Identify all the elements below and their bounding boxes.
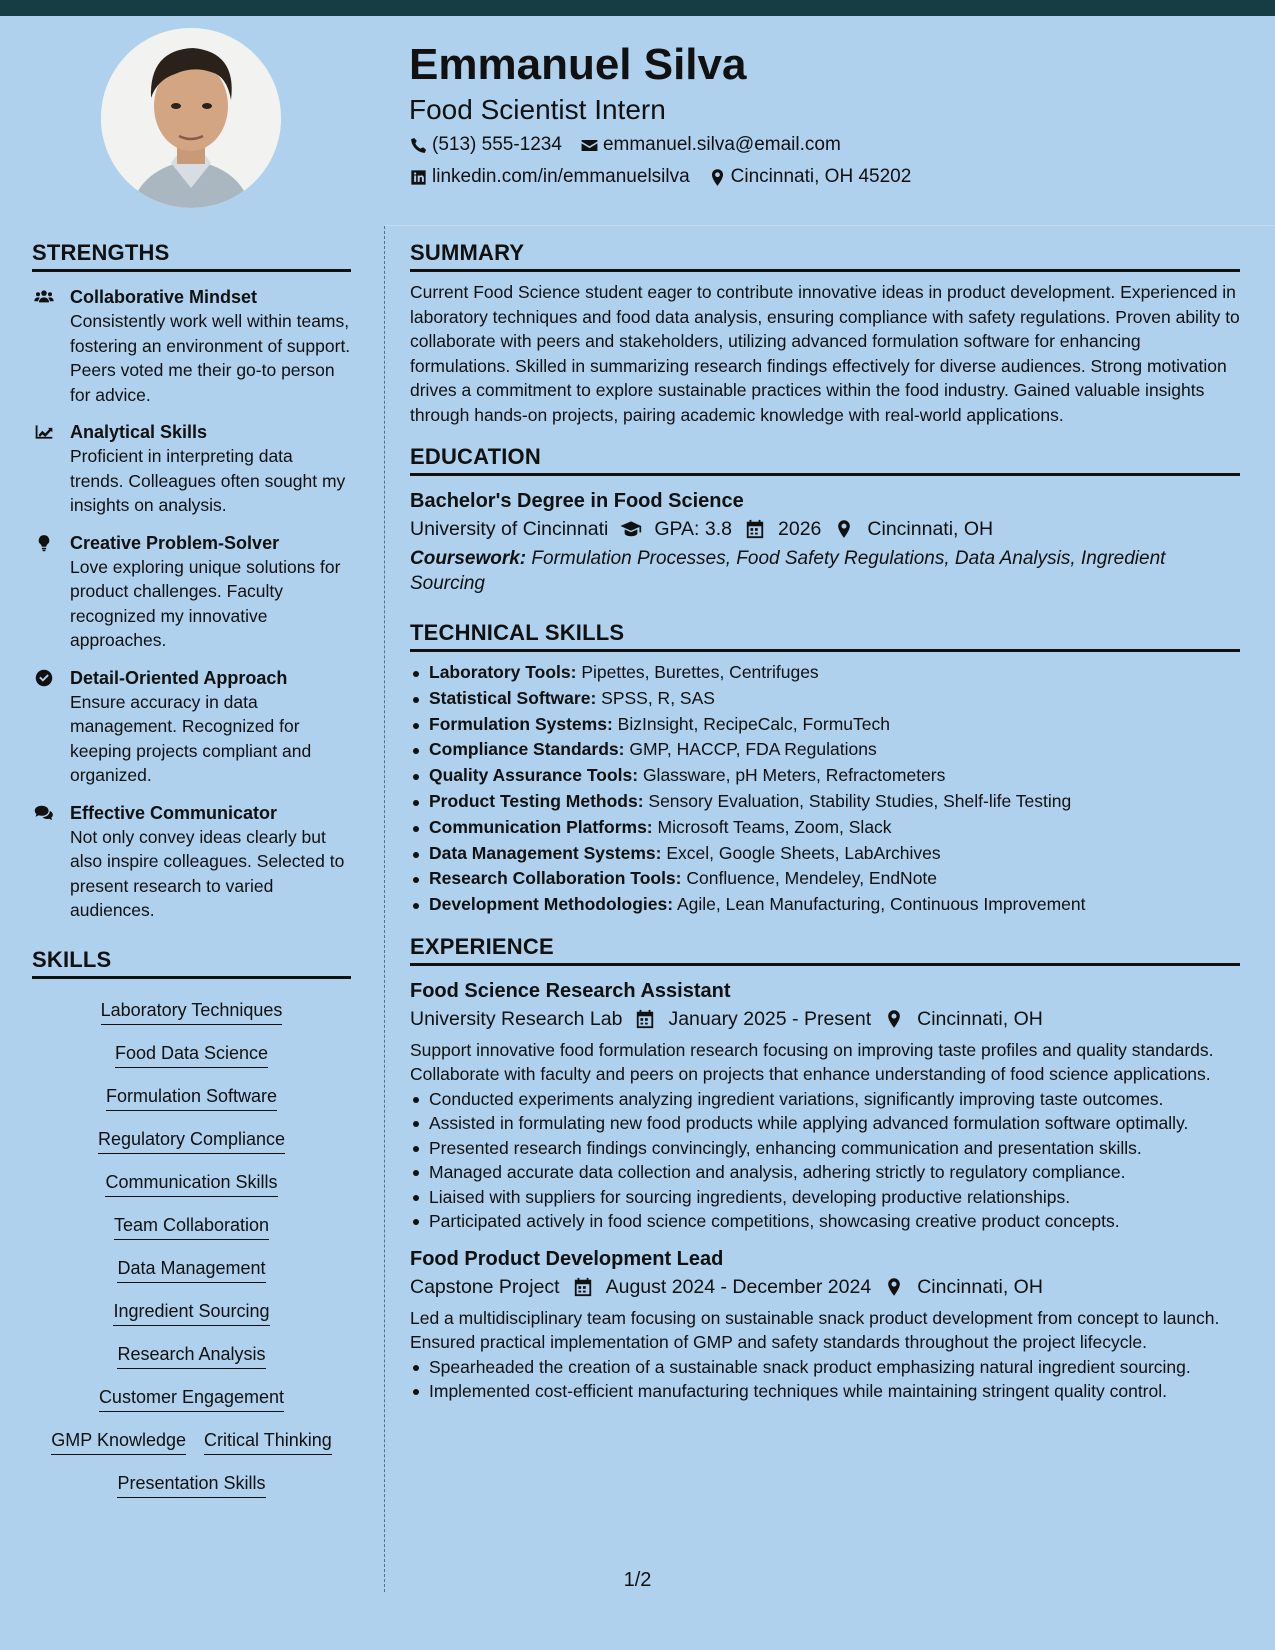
graduation-year: 2026: [778, 518, 822, 540]
linkedin-text: linkedin.com/in/emmanuelsilva: [432, 166, 690, 187]
technical-skill-item: [410, 892, 1240, 918]
summary-heading: SUMMARY: [410, 240, 1240, 272]
technical-skill-item: [410, 815, 1240, 841]
lightbulb-icon: [32, 533, 56, 553]
calendar-icon: [634, 1009, 656, 1029]
technical-skill-item: [410, 841, 1240, 867]
strength-desc: Not only convey ideas clearly but also inspire colleagues. Selected to present research to varied audiences.: [70, 826, 345, 920]
contact-linkedin[interactable]: [409, 166, 690, 188]
page-number: 1/2: [623, 1569, 652, 1591]
candidate-name: Emmanuel Silva: [409, 40, 747, 89]
technical-skills-list: [410, 660, 1240, 918]
skill-tag: GMP Knowledge: [51, 1428, 186, 1455]
skill-tag: Presentation Skills: [117, 1471, 265, 1498]
strength-desc: Love exploring unique solutions for product challenges. Faculty recognized my innovative approaches.: [70, 556, 341, 650]
technical-skill-value: SPSS, R, SAS: [596, 687, 715, 708]
degree-title: Bachelor's Degree in Food Science: [410, 490, 744, 512]
job-title: Food Product Development Lead: [410, 1247, 724, 1270]
job-title: Food Science Research Assistant: [410, 979, 731, 1002]
education-section: [410, 444, 1240, 596]
job-dates: August 2024 - December 2024: [605, 1275, 872, 1298]
education-location: Cincinnati, OH: [867, 518, 994, 540]
job-meta: [410, 1004, 1240, 1034]
technical-skill-value: Microsoft Teams, Zoom, Slack: [652, 816, 892, 837]
experience-jobs: [410, 978, 1240, 1404]
technical-skill-label: Statistical Software:: [429, 687, 597, 708]
gpa-text: GPA: 3.8: [654, 518, 733, 540]
skills-list: [32, 987, 351, 1503]
comments-icon: [32, 803, 56, 823]
job-bullets: [410, 1087, 1240, 1234]
job-org: University Research Lab: [410, 1007, 623, 1030]
strength-item: [32, 285, 351, 407]
strength-item: [32, 666, 351, 788]
job-location: Cincinnati, OH: [917, 1007, 1043, 1030]
skill-tag: Laboratory Techniques: [101, 998, 283, 1025]
education-heading: EDUCATION: [410, 444, 1240, 476]
experience-section: [410, 934, 1240, 1404]
strength-title: Creative Problem-Solver: [70, 532, 280, 553]
job-entry: [410, 978, 1240, 1234]
school-name: University of Cincinnati: [410, 518, 609, 540]
job-bullet: Liaised with suppliers for sourcing ingredients, developing productive relationships.: [410, 1185, 1240, 1210]
column-divider: [384, 226, 385, 1592]
strength-item: [32, 420, 351, 518]
technical-skill-label: Research Collaboration Tools:: [429, 868, 682, 889]
check-circle-icon: [32, 668, 56, 688]
users-icon: [32, 287, 56, 307]
strength-title: Effective Communicator: [70, 802, 278, 823]
education-meta: [410, 514, 1240, 544]
left-column: [32, 240, 351, 1503]
technical-skill-label: Communication Platforms:: [429, 816, 653, 837]
technical-skill-value: GMP, HACCP, FDA Regulations: [624, 739, 877, 760]
job-bullets: [410, 1355, 1240, 1404]
technical-skill-item: [410, 866, 1240, 892]
technical-skill-value: Confluence, Mendeley, EndNote: [681, 868, 938, 889]
job-org: Capstone Project: [410, 1275, 560, 1298]
contact-phone[interactable]: [409, 134, 562, 156]
technical-skills-section: [410, 620, 1240, 918]
technical-skill-item: [410, 660, 1240, 686]
technical-skill-value: Excel, Google Sheets, LabArchives: [661, 842, 941, 863]
skill-tag: Customer Engagement: [99, 1385, 284, 1412]
strength-desc: Consistently work well within teams, fostering an environment of support. Peers voted me their go-to person for advice.: [70, 311, 351, 405]
strength-item: [32, 531, 351, 653]
top-accent-bar: [0, 0, 1275, 16]
job-bullet: Assisted in formulating new food products while applying advanced formulation software optimally.: [410, 1111, 1240, 1136]
calendar-icon: [572, 1277, 594, 1297]
technical-skill-item: [410, 686, 1240, 712]
strength-desc: Proficient in interpreting data trends. Colleagues often sought my insights on analysis.: [70, 446, 346, 515]
job-bullet: Conducted experiments analyzing ingredient variations, significantly improving taste outcomes.: [410, 1087, 1240, 1112]
technical-skill-label: Laboratory Tools:: [429, 662, 577, 682]
candidate-title: Food Scientist Intern: [409, 94, 666, 125]
technical-skill-value: Glassware, pH Meters, Refractometers: [638, 765, 946, 786]
technical-skill-label: Formulation Systems:: [429, 713, 613, 734]
job-bullet: Managed accurate data collection and analysis, adhering strictly to regulatory compliance.: [410, 1160, 1240, 1185]
chart-line-icon: [32, 422, 56, 442]
job-meta: [410, 1272, 1240, 1302]
map-pin-icon: [883, 1277, 905, 1297]
map-pin-icon: [708, 168, 727, 187]
job-description: Support innovative food formulation research focusing on improving taste profiles and quality standards. Collaborate with faculty and peers on projects that enhance understanding of food science applications.: [410, 1039, 1214, 1085]
technical-skill-item: [410, 763, 1240, 789]
technical-skill-label: Quality Assurance Tools:: [429, 765, 639, 786]
contact-row-secondary: [409, 166, 911, 188]
technical-skill-value: Agile, Lean Manufacturing, Continuous Improvement: [673, 894, 1086, 915]
strength-title: Collaborative Mindset: [70, 287, 258, 307]
technical-skill-value: Sensory Evaluation, Stability Studies, Shelf-life Testing: [643, 790, 1072, 811]
technical-skill-item: [410, 737, 1240, 763]
email-text: emmanuel.silva@email.com: [602, 134, 841, 155]
skill-tag: Team Collaboration: [114, 1213, 269, 1240]
strengths-heading: STRENGTHS: [32, 240, 351, 272]
job-description: Led a multidisciplinary team focusing on sustainable snack product development from concept to launch. Ensured practical implementation of GMP and safety standards throughout the project lifecycle.: [410, 1307, 1220, 1353]
coursework-list: Formulation Processes, Food Safety Regulations, Data Analysis, Ingredient Sourcing: [410, 548, 1166, 594]
header-divider: [384, 225, 1275, 226]
job-bullet: Spearheaded the creation of a sustainable snack product emphasizing natural ingredient sourcing.: [410, 1355, 1240, 1380]
calendar-icon: [744, 519, 766, 539]
skill-tag: Research Analysis: [117, 1342, 265, 1369]
technical-skill-item: [410, 789, 1240, 815]
summary-text: Current Food Science student eager to contribute innovative ideas in product development. Experienced in laboratory techniques and food data analysis, ensuring compliance with safety regulations. Proven ability to collaborate with peers and stakeholders, utilizing advanced formulation software for enhancing formulations. Skilled in summarizing research findings effectively for diverse audiences. Strong motivation drives a commitment to explore sustainable practices within the food industry. Gained valuable insights through hands-on projects, pairing academic knowledge with real-world applications.: [410, 282, 1240, 425]
phone-text: (513) 555-1234: [432, 134, 562, 155]
phone-icon: [409, 136, 428, 155]
technical-skill-value: BizInsight, RecipeCalc, FormuTech: [612, 713, 890, 734]
technical-skill-item: [410, 712, 1240, 738]
profile-photo: [101, 28, 281, 208]
strength-title: Detail-Oriented Approach: [70, 667, 288, 688]
envelope-icon: [580, 136, 599, 155]
technical-skills-heading: TECHNICAL SKILLS: [410, 620, 1240, 652]
job-bullet: Implemented cost-efficient manufacturing techniques while maintaining stringent quality control.: [410, 1379, 1240, 1404]
job-entry: [410, 1246, 1240, 1404]
strength-item: [32, 801, 351, 923]
contact-email[interactable]: [580, 134, 841, 156]
contact-location: [708, 166, 912, 188]
skill-tag: Communication Skills: [105, 1170, 277, 1197]
skill-tag: Formulation Software: [106, 1084, 277, 1111]
strength-title: Analytical Skills: [70, 422, 208, 442]
experience-heading: EXPERIENCE: [410, 934, 1240, 966]
linkedin-icon: [409, 168, 428, 187]
skill-tag: Food Data Science: [115, 1041, 268, 1068]
technical-skill-label: Product Testing Methods:: [429, 790, 644, 811]
technical-skill-label: Compliance Standards:: [429, 739, 625, 760]
job-bullet: Presented research findings convincingly, enhancing communication and presentation skills.: [410, 1136, 1240, 1161]
job-dates: January 2025 - Present: [668, 1007, 872, 1030]
strength-desc: Ensure accuracy in data management. Recognized for keeping projects compliant and organized.: [70, 691, 312, 785]
right-column: [410, 240, 1240, 1404]
skill-tag: Data Management: [117, 1256, 265, 1283]
map-pin-icon: [883, 1009, 905, 1029]
coursework-label: Coursework:: [410, 548, 527, 569]
technical-skill-label: Data Management Systems:: [429, 842, 662, 863]
skill-tag: Ingredient Sourcing: [113, 1299, 269, 1326]
contact-row-primary: [409, 134, 841, 156]
job-location: Cincinnati, OH: [917, 1275, 1043, 1298]
skill-tag: Regulatory Compliance: [98, 1127, 285, 1154]
graduation-cap-icon: [620, 519, 642, 539]
technical-skill-value: Pipettes, Burettes, Centrifuges: [576, 662, 819, 682]
skill-tag: Critical Thinking: [204, 1428, 332, 1455]
technical-skill-label: Development Methodologies:: [429, 894, 674, 915]
location-text: Cincinnati, OH 45202: [730, 166, 912, 187]
map-pin-icon: [833, 519, 855, 539]
coursework: [410, 547, 1240, 596]
skills-heading: SKILLS: [32, 947, 351, 979]
job-bullet: Participated actively in food science competitions, showcasing creative product concepts.: [410, 1209, 1240, 1234]
